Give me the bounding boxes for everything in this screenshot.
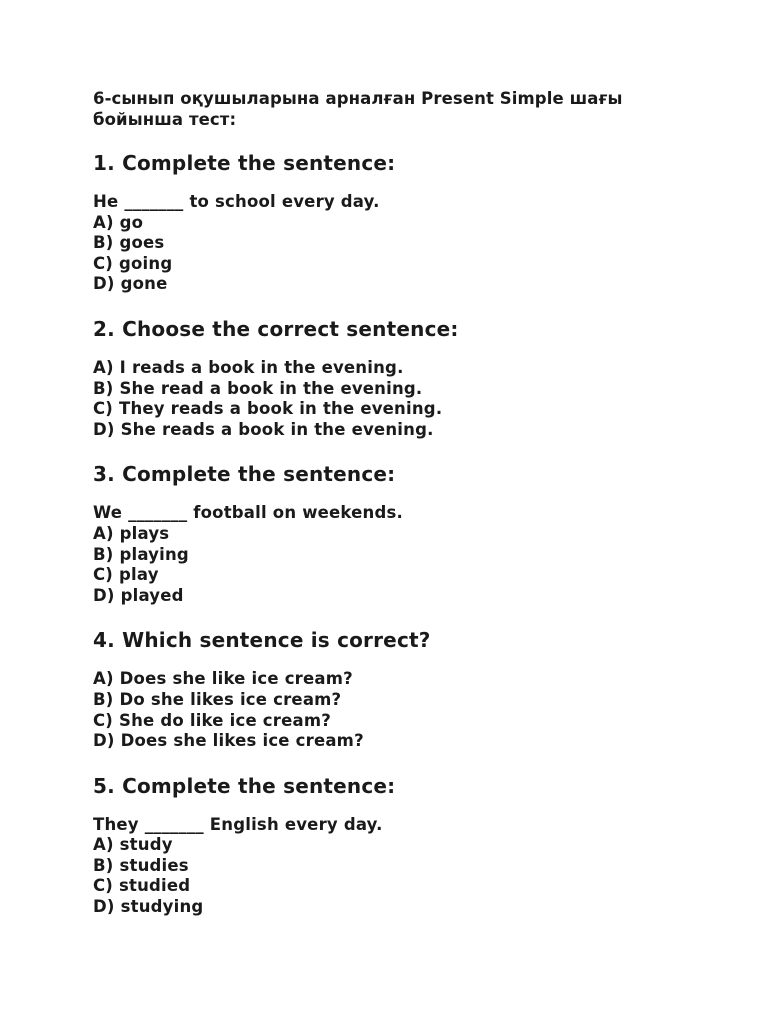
option-list [93,669,713,751]
option-item: D) Does she likes ice cream? [93,731,364,751]
option-item: B) playing [93,544,189,564]
question-heading: 5. Complete the sentence: [93,773,396,798]
option-item: B) Do she likes ice cream? [93,689,342,709]
option-list [93,835,713,917]
question-2 [93,316,713,440]
question-3 [93,461,713,606]
option-item: A) I reads a book in the evening. [93,357,404,377]
question-1 [93,150,713,295]
spacer [93,752,713,773]
option-item: D) She reads a book in the evening. [93,419,434,439]
option-item: B) She read a book in the evening. [93,378,423,398]
option-item: A) Does she like ice cream? [93,669,353,689]
option-item: C) studied [93,876,191,896]
question-heading: 2. Choose the correct sentence: [93,316,459,341]
option-item: B) goes [93,233,165,253]
question-body [93,503,713,606]
document-title: 6-сынып оқушыларына арналған Present Simple шағы бойынша тест: [93,89,623,129]
option-item: A) study [93,835,173,855]
question-heading: 3. Complete the sentence: [93,462,396,487]
spacer [93,440,713,461]
spacer [93,606,713,627]
question-body [93,192,713,295]
question-body [93,815,713,918]
option-list [93,213,713,295]
option-item: D) played [93,585,184,605]
option-list [93,524,713,606]
option-item: B) studies [93,855,189,875]
question-body [93,669,713,751]
question-4 [93,627,713,751]
question-heading: 1. Complete the sentence: [93,151,396,175]
option-list [93,358,713,440]
question-heading: 4. Which sentence is correct? [93,628,431,653]
question-body [93,358,713,440]
question-5 [93,773,713,918]
spacer [93,295,713,316]
option-item: D) gone [93,274,168,294]
spacer [93,130,713,150]
question-prompt: We _______ football on weekends. [93,503,403,523]
option-item: A) plays [93,523,170,543]
option-item: D) studying [93,897,204,917]
option-item: C) going [93,253,173,273]
document-page [93,88,713,918]
option-item: C) She do like ice cream? [93,710,332,730]
question-prompt: They _______ English every day. [93,814,383,834]
option-item: C) play [93,565,159,585]
question-prompt: He _______ to school every day. [93,192,380,211]
option-item: C) They reads a book in the evening. [93,399,443,419]
option-item: A) go [93,212,144,232]
